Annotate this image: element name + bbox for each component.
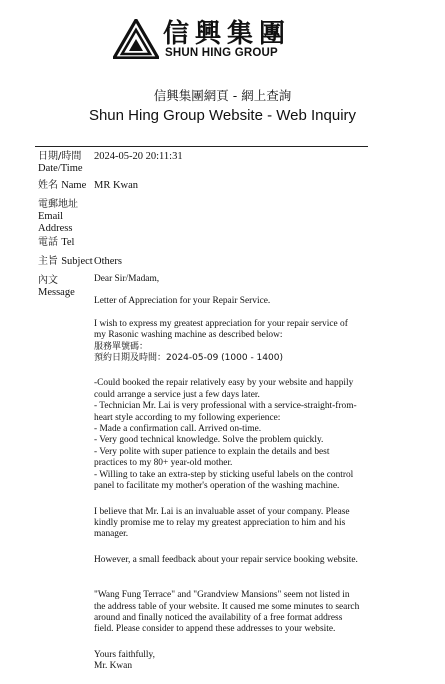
paragraph-line: practices to my 80+ year-old mother. — [94, 458, 233, 469]
email-label-en-2: Address — [38, 223, 73, 234]
title-line: Letter of Appreciation for your Repair Service. — [94, 296, 271, 307]
email-label-cn: 電郵地址 — [38, 199, 78, 210]
message-paragraph-1 — [94, 319, 379, 365]
paragraph-line: - Technician Mr. Lai is very professional with a service-straight-from- — [94, 401, 357, 412]
tel-label — [38, 237, 74, 249]
closing-line: Yours faithfully, — [94, 649, 155, 660]
triangle-emblem-icon — [113, 19, 159, 59]
email-label — [38, 199, 78, 235]
paragraph-line: I believe that Mr. Lai is an invaluable asset of your company. Please — [94, 506, 350, 517]
paragraph-line: However, a small feedback about your repair service booking website. — [94, 554, 358, 565]
paragraph-line: field. Please consider to append these addresses to your website. — [94, 624, 336, 635]
message-greeting — [94, 274, 379, 285]
name-label-cn: 姓名 — [38, 180, 58, 191]
name-label-en: Name — [61, 180, 87, 191]
paragraph-line: -Could booked the repair relatively easy by your website and happily — [94, 378, 354, 389]
logo-english-text: SHUN HING GROUP — [165, 47, 278, 59]
message-paragraph-3 — [94, 507, 379, 541]
paragraph-line: panel to facilitate my mother's operation of the washing machine. — [94, 481, 340, 492]
paragraph-line: kindly promise me to relay my greatest appreciation to him and his — [94, 517, 346, 528]
message-label — [38, 275, 75, 299]
tel-label-cn: 電話 — [38, 237, 58, 248]
datetime-label-cn: 日期/時間 — [38, 151, 82, 162]
paragraph-line: could arrange a service just a few days later. — [94, 389, 260, 400]
page-title-chinese: 信興集團網頁 - 網上查詢 — [153, 88, 292, 103]
datetime-label — [38, 151, 83, 175]
paragraph-line: - Very polite with super patience to explain the details and best — [94, 446, 330, 457]
subject-value: Others — [94, 256, 122, 267]
paragraph-line: around and finally noticed the availability of a free format address — [94, 612, 343, 623]
paragraph-line: my Rasonic washing machine as described below: — [94, 330, 283, 341]
message-label-en: Message — [38, 287, 75, 298]
datetime-label-en: Date/Time — [38, 163, 83, 174]
subject-label-cn: 主旨 — [38, 256, 58, 267]
page-title-english: Shun Hing Group Website - Web Inquiry — [88, 107, 357, 124]
paragraph-line: - Willing to take an extra-step by sticking useful labels on the control — [94, 469, 354, 480]
message-title — [94, 296, 379, 307]
header-divider — [35, 146, 368, 147]
greeting-line: Dear Sir/Madam, — [94, 274, 160, 284]
paragraph-line: I wish to express my greatest appreciation for your repair service of — [94, 318, 348, 329]
shun-hing-logo — [113, 19, 293, 63]
paragraph-line: heart style according to my following experience: — [94, 412, 281, 423]
paragraph-line: the address table of your website. It caused me some minutes to search — [94, 601, 360, 612]
paragraph-line: - Very good technical knowledge. Solve the problem quickly. — [94, 435, 324, 446]
message-body — [94, 274, 379, 684]
appointment-line: 預約日期及時間：2024-05-09 (1000 - 1400) — [94, 353, 283, 364]
tel-label-en: Tel — [61, 237, 75, 248]
message-label-cn: 內文 — [38, 275, 58, 286]
subject-label — [38, 256, 93, 268]
datetime-value: 2024-05-20 20:11:31 — [94, 151, 183, 162]
logo-chinese-text: 信興集團 — [163, 19, 292, 49]
service-order-number-line: 服務單號碼： — [94, 341, 149, 352]
subject-label-en: Subject — [61, 256, 93, 267]
email-label-en-1: Email — [38, 211, 64, 222]
name-value: MR Kwan — [94, 180, 139, 191]
message-paragraph-4 — [94, 555, 379, 566]
signature-line: Mr. Kwan — [94, 661, 133, 672]
paragraph-line: manager. — [94, 529, 129, 540]
paragraph-line: - Made a confirmation call. Arrived on-time. — [94, 424, 262, 435]
message-closing — [94, 650, 379, 673]
message-paragraph-2 — [94, 378, 379, 492]
paragraph-line: "Wang Fung Terrace" and "Grandview Mansions" seem not listed in — [94, 590, 350, 601]
message-paragraph-5 — [94, 590, 379, 636]
name-label — [38, 180, 86, 192]
